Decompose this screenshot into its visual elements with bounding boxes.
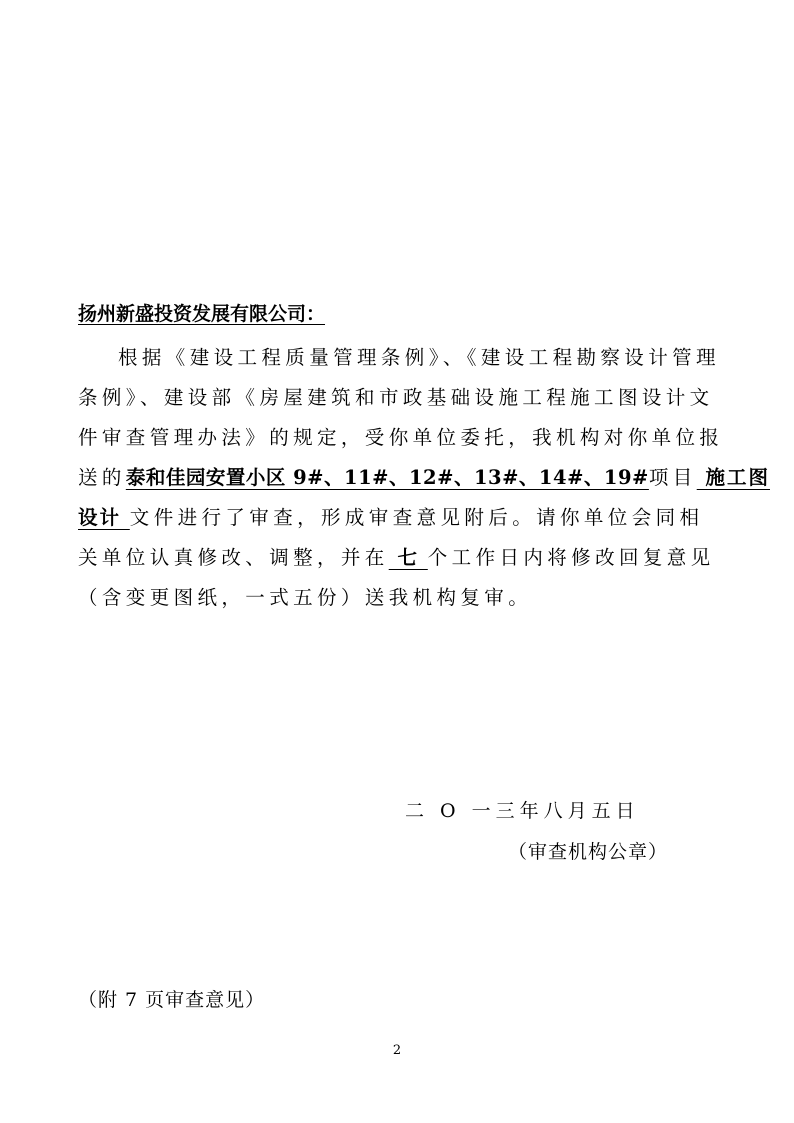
working-days: 七 [388,546,428,569]
line4-prefix: 送的 [78,466,126,489]
review-notice-paragraph [78,338,770,618]
line6-prefix: 关单位认真修改、调整，并在 [78,546,389,569]
attachment-note: （附 7 页审查意见） [78,989,266,1011]
line5-suffix: 文件进行了审查，形成审查意见附后。请你单位会同相 [129,506,704,529]
document-type-part2: 设计 [78,506,130,529]
line4-mid: 项目 [648,466,697,489]
paragraph-line-6 [78,538,728,578]
paragraph-line-2: 条例》、建设部《房屋建筑和市政基础设施工程施工图设计文 [78,386,714,409]
paragraph-line-3: 件审查管理办法》的规定，受你单位委托，我机构对你单位报 [78,426,724,449]
paragraph-line-1: 根据《建设工程质量管理条例》、《建设工程勘察设计管理 [118,346,720,369]
seal-note: （审查机构公章） [508,841,669,863]
line6-suffix: 个工作日内将修改回复意见 [427,546,715,569]
project-name: 泰和佳园安置小区 9#、11#、12#、13#、14#、19# [125,466,649,489]
paragraph-line-7: （含变更图纸，一式五份）送我机构复审。 [78,586,533,609]
addressee: 扬州新盛投资发展有限公司： [78,303,326,325]
document-type-part1: 施工图 [696,466,770,489]
paragraph-line-4 [78,458,770,498]
page-number: 2 [392,1043,402,1058]
paragraph-line-5 [78,498,728,538]
issue-date: 二 O 一三年八月五日 [405,800,640,822]
